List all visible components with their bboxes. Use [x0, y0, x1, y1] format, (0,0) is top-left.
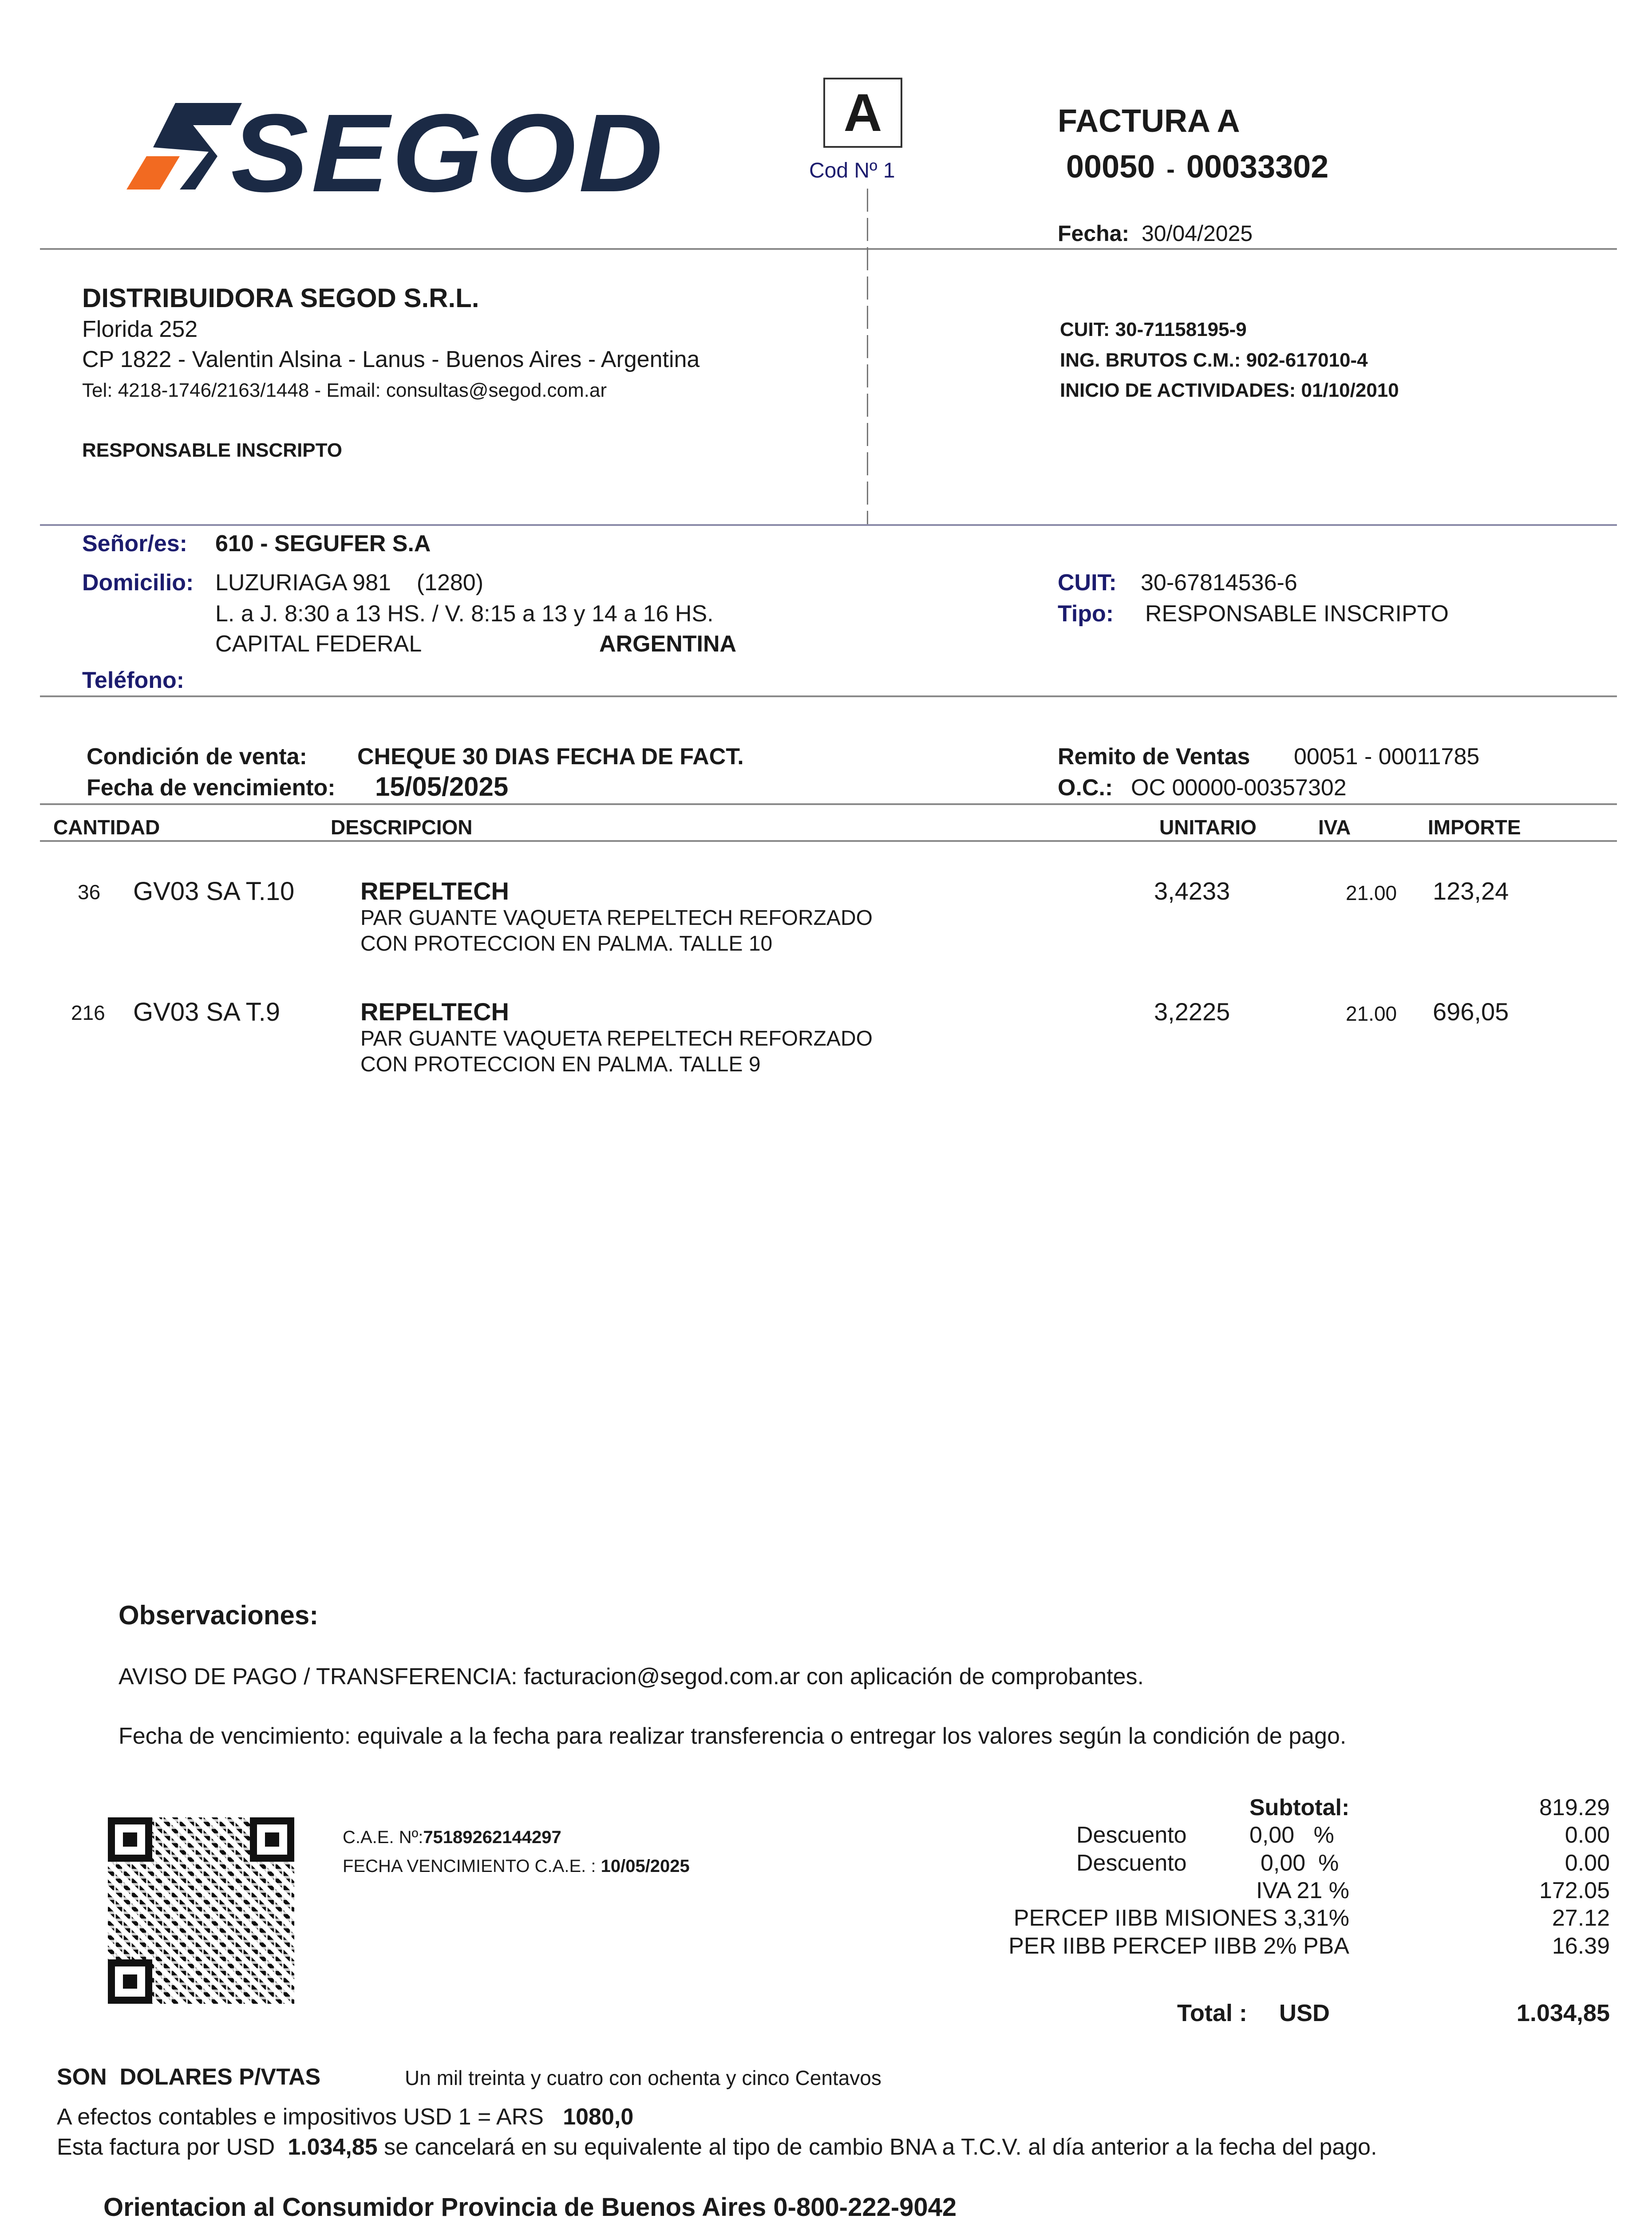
row-code: GV03 SA T.10 — [133, 877, 295, 906]
issuer-tax-status: RESPONSABLE INSCRIPTO — [82, 439, 342, 461]
oc-label: O.C.: — [1058, 775, 1113, 801]
exchange-rate: A efectos contables e impositivos USD 1 = ARS 1080,0 — [57, 2104, 634, 2130]
row-name: REPELTECH — [360, 877, 509, 905]
invoice-code: Cod Nº 1 — [809, 159, 895, 182]
divider — [40, 803, 1617, 805]
row-iva: 21.00 — [1346, 881, 1397, 904]
invoice-title: FACTURA A — [1058, 103, 1240, 139]
col-amount-header: IMPORTE — [1428, 816, 1521, 839]
iva-label: IVA 21 % — [1256, 1878, 1349, 1903]
divider — [40, 524, 1617, 526]
consumer-info: Orientacion al Consumidor Provincia de Buenos Aires 0-800-222-9042 — [103, 2193, 957, 2219]
client-name: 610 - SEGUFER S.A — [215, 531, 431, 557]
divider — [40, 840, 1617, 842]
qr-code-icon — [108, 1817, 294, 2004]
invoice-date: Fecha: 30/04/2025 — [1058, 221, 1253, 246]
total-currency: USD — [1279, 2000, 1330, 2026]
row-iva: 21.00 — [1346, 1002, 1397, 1025]
amount-words: Un mil treinta y cuatro con ochenta y cinco Centavos — [405, 2066, 881, 2089]
due-date-label: Fecha de vencimiento: — [87, 775, 336, 801]
cae-due: FECHA VENCIMIENTO C.A.E. : 10/05/2025 — [343, 1856, 690, 1876]
sale-condition-label: Condición de venta: — [87, 744, 307, 770]
client-country: ARGENTINA — [599, 631, 737, 657]
cae-number: C.A.E. Nº:75189262144297 — [343, 1828, 561, 1847]
phone-label: Teléfono: — [82, 667, 185, 693]
divider — [40, 248, 1617, 250]
perception-2-label: PER IIBB PERCEP IIBB 2% PBA — [1008, 1933, 1349, 1959]
subtotal-label: Subtotal: — [1249, 1795, 1350, 1820]
notes-line-2: Fecha de vencimiento: equivale a la fecha para realizar transferencia o entregar los valores según la condición de pago. — [119, 1723, 1347, 1749]
issuer-contact: Tel: 4218-1746/2163/1448 - Email: consultas@segod.com.ar — [82, 379, 607, 401]
row-qty: 36 — [78, 880, 101, 904]
client-cuit-label: CUIT: — [1058, 570, 1117, 596]
discount-2-pct: 0,00 % — [1261, 1850, 1339, 1876]
row-desc-2: CON PROTECCION EN PALMA. TALLE 10 — [360, 932, 773, 956]
issuer-address-1: Florida 252 — [82, 316, 198, 342]
remito-label: Remito de Ventas — [1058, 744, 1250, 770]
row-amount: 123,24 — [1433, 877, 1509, 905]
row-desc-1: PAR GUANTE VAQUETA REPELTECH REFORZADO — [360, 906, 873, 930]
col-qty-header: CANTIDAD — [53, 816, 160, 839]
perception-1-label: PERCEP IIBB MISIONES 3,31% — [1013, 1905, 1349, 1931]
row-desc-2: CON PROTECCION EN PALMA. TALLE 9 — [360, 1053, 761, 1076]
issuer-name: DISTRIBUIDORA SEGOD S.R.L. — [82, 283, 479, 313]
total-value: 1.034,85 — [1516, 2000, 1610, 2026]
subtotal-value: 819.29 — [1539, 1795, 1610, 1820]
client-address-1: LUZURIAGA 981 (1280) — [215, 570, 484, 596]
client-label: Señor/es: — [82, 531, 187, 557]
row-name: REPELTECH — [360, 998, 509, 1026]
row-unit: 3,2225 — [1154, 998, 1230, 1026]
row-amount: 696,05 — [1433, 998, 1509, 1026]
issuer-start: INICIO DE ACTIVIDADES: 01/10/2010 — [1060, 379, 1399, 401]
row-qty: 216 — [71, 1001, 105, 1024]
row-desc-1: PAR GUANTE VAQUETA REPELTECH REFORZADO — [360, 1027, 873, 1050]
row-code: GV03 SA T.9 — [133, 998, 281, 1027]
due-date: 15/05/2025 — [375, 772, 509, 802]
issuer-iibb: ING. BRUTOS C.M.: 902-617010-4 — [1060, 349, 1368, 371]
issuer-address-2: CP 1822 - Valentin Alsina - Lanus - Buenos Aires - Argentina — [82, 347, 700, 372]
row-unit: 3,4233 — [1154, 877, 1230, 905]
discount-1-pct: 0,00 % — [1249, 1822, 1334, 1848]
discount-2-label: Descuento — [1076, 1850, 1187, 1876]
discount-2-value: 0.00 — [1565, 1850, 1610, 1876]
iva-value: 172.05 — [1539, 1878, 1610, 1903]
col-unit-header: UNITARIO — [1159, 816, 1257, 839]
col-desc-header: DESCRIPCION — [331, 816, 473, 839]
perception-2-value: 16.39 — [1552, 1933, 1610, 1959]
oc-number: OC 00000-00357302 — [1131, 775, 1347, 801]
perception-1-value: 27.12 — [1552, 1905, 1610, 1931]
total-label: Total : — [1177, 2000, 1247, 2026]
sale-condition: CHEQUE 30 DIAS FECHA DE FACT. — [357, 744, 744, 770]
invoice-number: 00050 - 00033302 — [1066, 149, 1329, 185]
amount-words-label: SON DOLARES P/VTAS — [57, 2064, 321, 2090]
col-iva-header: IVA — [1318, 816, 1351, 839]
discount-1-value: 0.00 — [1565, 1822, 1610, 1848]
client-type: RESPONSABLE INSCRIPTO — [1145, 601, 1449, 627]
discount-1-label: Descuento — [1076, 1822, 1187, 1848]
logo-mark-icon — [126, 103, 242, 190]
issuer-cuit: CUIT: 30-71158195-9 — [1060, 319, 1247, 340]
client-cuit: 30-67814536-6 — [1141, 570, 1297, 596]
invoice-letter: A — [823, 78, 902, 148]
vertical-divider — [867, 189, 868, 526]
client-address-2: L. a J. 8:30 a 13 HS. / V. 8:15 a 13 y 14 a 16 HS. — [215, 601, 714, 627]
address-label: Domicilio: — [82, 570, 194, 596]
notes-line-1: AVISO DE PAGO / TRANSFERENCIA: facturacion@segod.com.ar con aplicación de comprobantes. — [119, 1664, 1144, 1690]
notes-title: Observaciones: — [119, 1600, 319, 1630]
client-city: CAPITAL FEDERAL — [215, 631, 422, 657]
divider — [40, 695, 1617, 697]
cancellation-note: Esta factura por USD 1.034,85 se cancelará en su equivalente al tipo de cambio BNA a T.C.V. al día anterior a la fecha del pago. — [57, 2134, 1377, 2160]
remito-number: 00051 - 00011785 — [1294, 744, 1480, 770]
client-type-label: Tipo: — [1058, 601, 1114, 627]
logo-text: SEGOD — [231, 91, 666, 215]
